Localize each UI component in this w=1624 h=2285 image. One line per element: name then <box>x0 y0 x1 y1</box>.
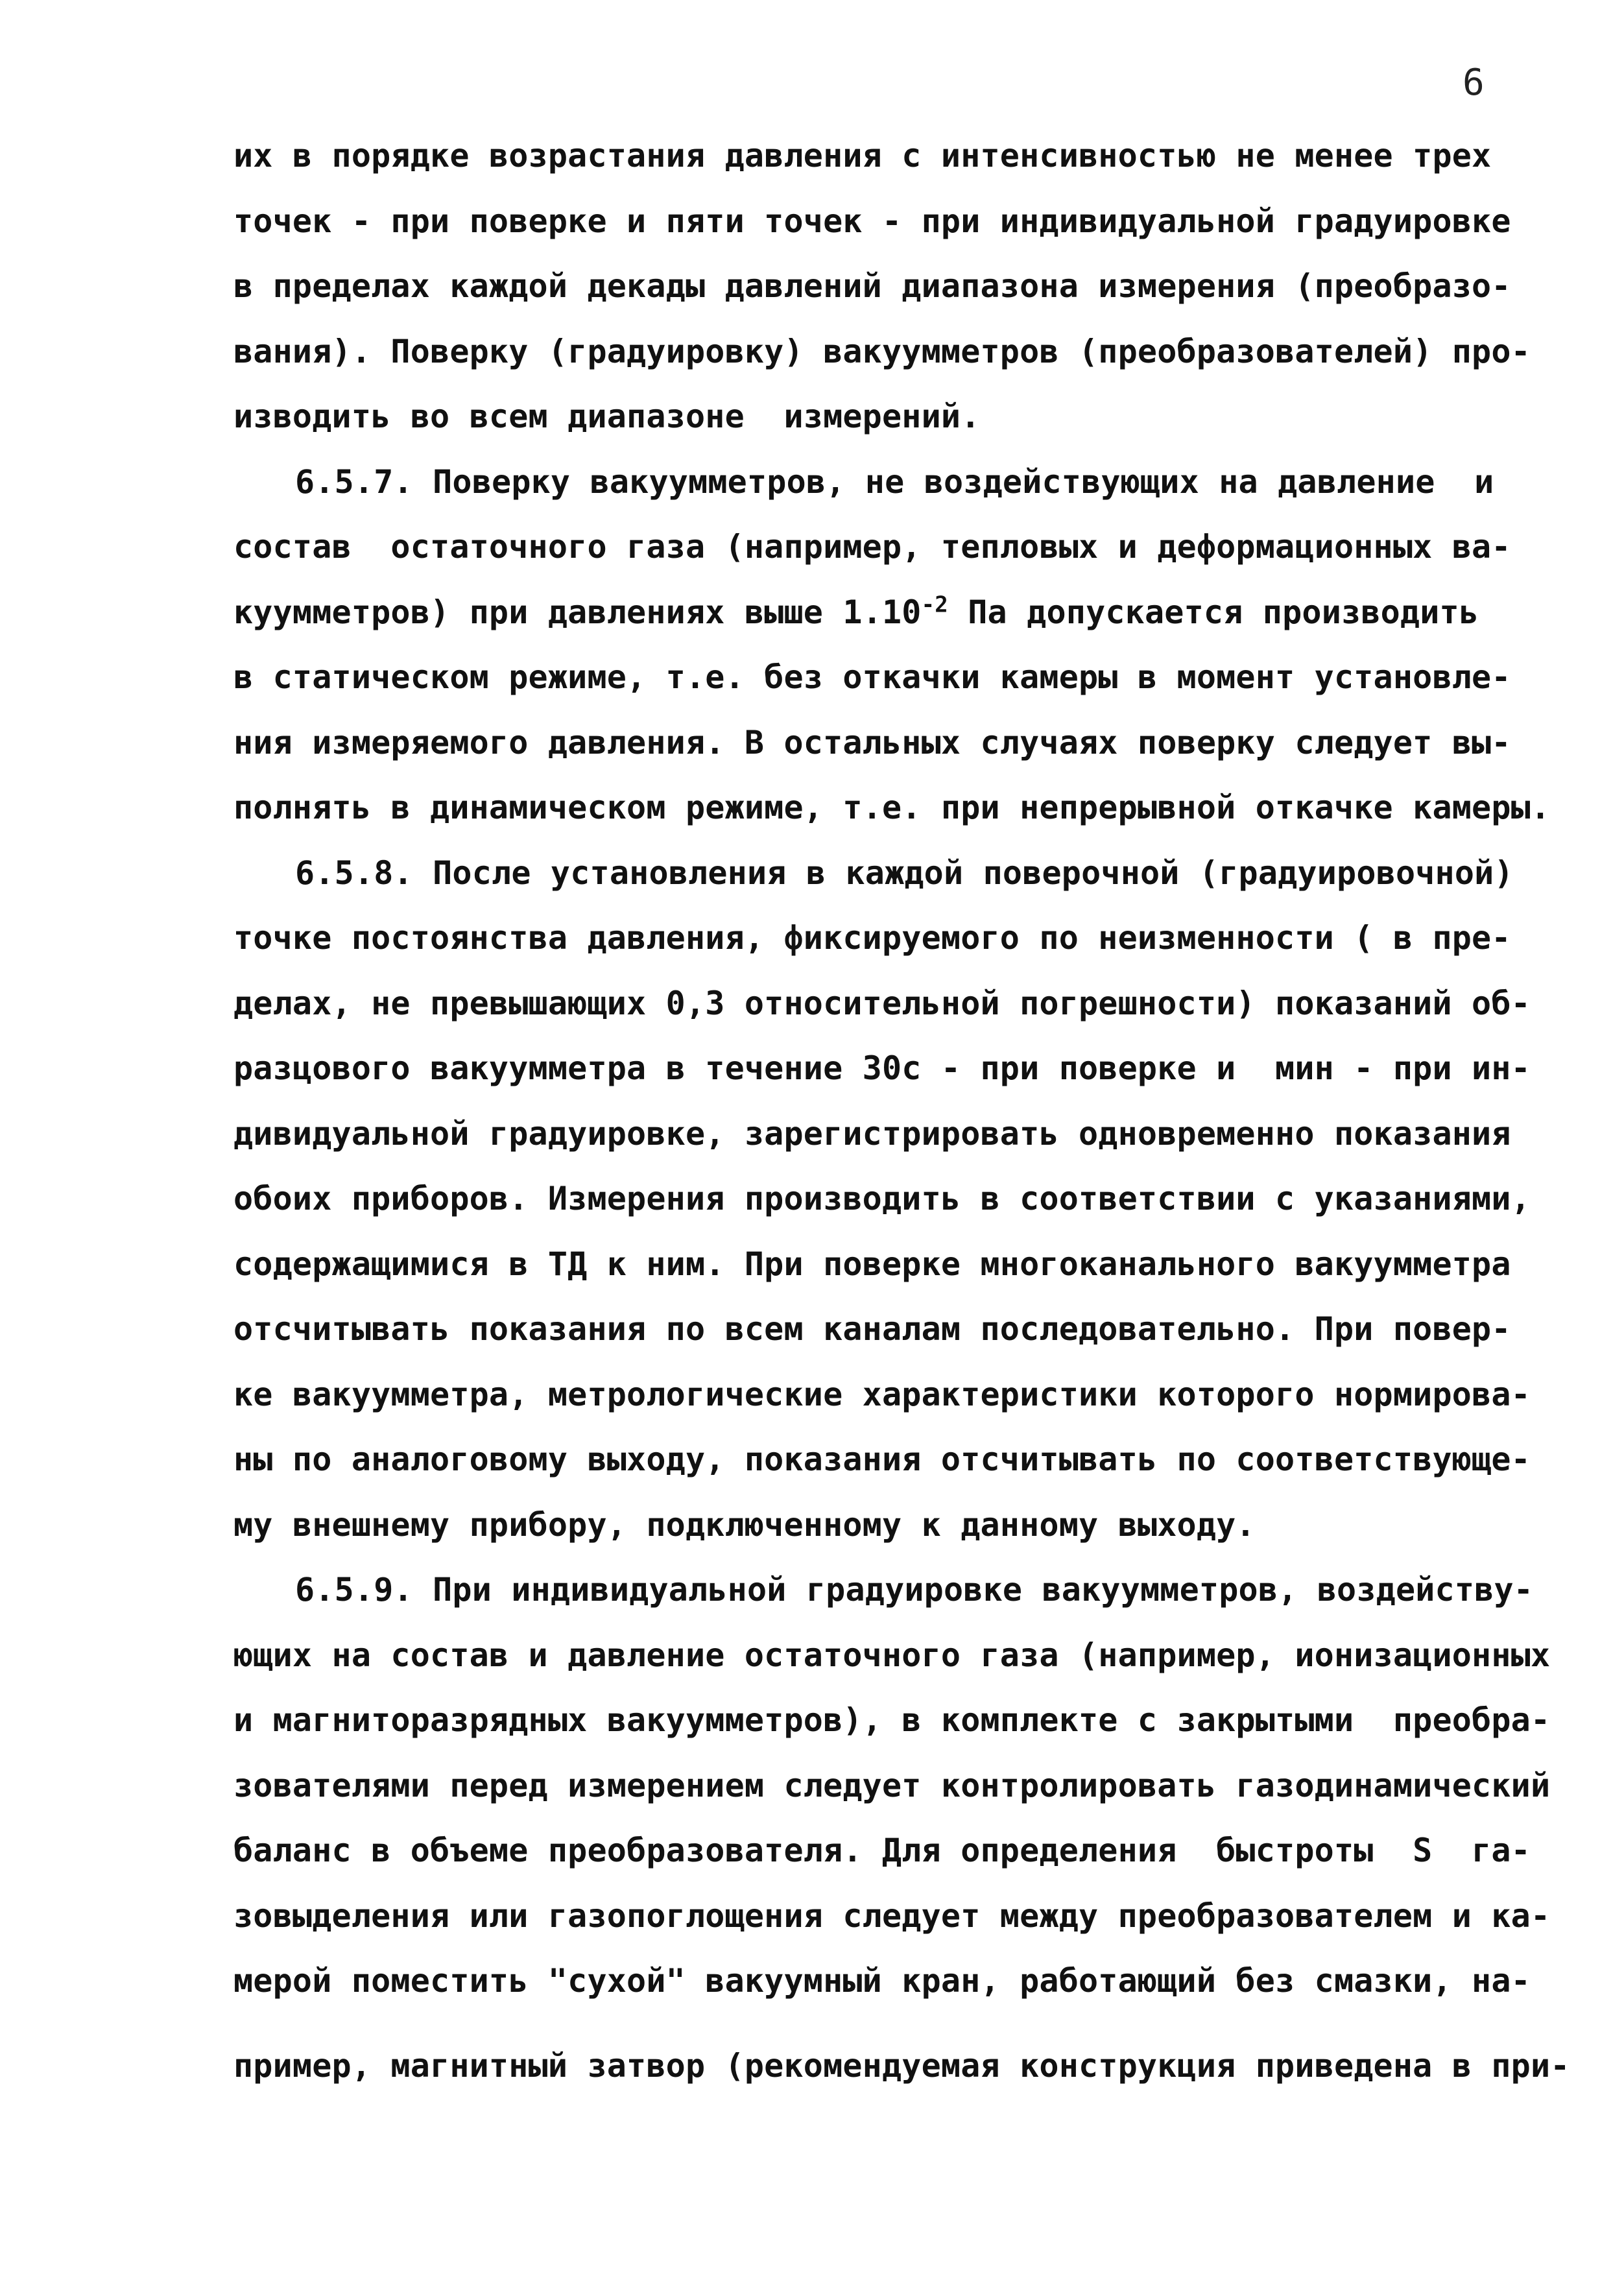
text-line: вания). Поверку (градуировку) вакуумметров (преобразователей) про- <box>233 332 1531 370</box>
text-line-prefix: куумметров) при давлениях выше <box>233 593 843 631</box>
section-6-5-7-heading-line: 6.5.7. Поверку вакуумметров, не воздействующих на давление и <box>295 462 1494 501</box>
text-line: в пределах каждой декады давлений диапазона измерения (преобразо- <box>233 267 1511 305</box>
text-line: ны по аналоговому выходу, показания отсчитывать по соответствующе- <box>233 1441 1531 1478</box>
text-line: зовыделения или газопоглощения следует между преобразователем и ка- <box>233 1896 1551 1935</box>
pressure-base: 1.10 <box>842 593 922 631</box>
text-line: зователями перед измерением следует контролировать газодинамический <box>233 1766 1551 1804</box>
pressure-exponent: -2 <box>921 591 948 617</box>
text-line: их в порядке возрастания давления с интенсивностью не менее трех <box>233 137 1492 174</box>
page-number: 6 <box>1463 62 1485 104</box>
section-6-5-8-heading-line: 6.5.8. После установления в каждой поверочной (градуировочной) <box>295 854 1514 892</box>
text-line: ния измеряемого давления. В остальных случаях поверку следует вы- <box>233 723 1511 761</box>
text-line-with-exponent <box>233 580 1582 645</box>
text-line: точек - при поверке и пяти точек - при индивидуальной градуировке <box>233 202 1511 240</box>
document-body <box>233 123 1582 2098</box>
text-line: дивидуальной градуировке, зарегистрировать одновременно показания <box>233 1114 1511 1153</box>
text-line: точке постоянства давления, фиксируемого по неизменности ( в пре- <box>233 919 1511 957</box>
section-6-5-9-heading-line: 6.5.9. При индивидуальной градуировке вакуумметров, воздейству- <box>295 1571 1534 1609</box>
text-line: разцового вакуумметра в течение 30с - при поверке и мин - при ин- <box>233 1049 1531 1087</box>
text-line: мерой поместить "сухой" вакуумный кран, работающий без смазки, на- <box>233 1962 1531 2000</box>
text-line: в статическом режиме, т.е. без откачки камеры в момент установле- <box>233 658 1511 696</box>
text-line: му внешнему прибору, подключенному к данному выходу. <box>233 1505 1256 1544</box>
text-line: ке вакуумметра, метрологические характеристики которого нормирова- <box>233 1375 1531 1413</box>
text-line: содержащимися в ТД к ним. При поверке многоканального вакуумметра <box>233 1245 1511 1283</box>
text-line: отсчитывать показания по всем каналам последовательно. При повер- <box>233 1310 1511 1348</box>
text-line: делах, не превышающих 0,3 относительной погрешности) показаний об- <box>233 984 1531 1022</box>
text-line: ющих на состав и давление остаточного газа (например, ионизационных <box>233 1636 1551 1674</box>
text-line-suffix: Па допускается производить <box>948 593 1479 631</box>
text-line: состав остаточного газа (например, тепловых и деформационных ва- <box>233 528 1511 566</box>
text-line: обоих приборов. Измерения производить в соответствии с указаниями, <box>233 1180 1531 1217</box>
text-line-last: пример, магнитный затвор (рекомендуемая конструкция приведена в при- <box>233 2046 1570 2085</box>
text-line: баланс в объеме преобразователя. Для определения быстроты S га- <box>233 1832 1531 1869</box>
text-line: и магниторазрядных вакуумметров), в комплекте с закрытыми преобра- <box>233 1701 1551 1739</box>
text-line: полнять в динамическом режиме, т.е. при непрерывной откачке камеры. <box>233 789 1551 826</box>
text-line: изводить во всем диапазоне измерений. <box>233 398 981 435</box>
